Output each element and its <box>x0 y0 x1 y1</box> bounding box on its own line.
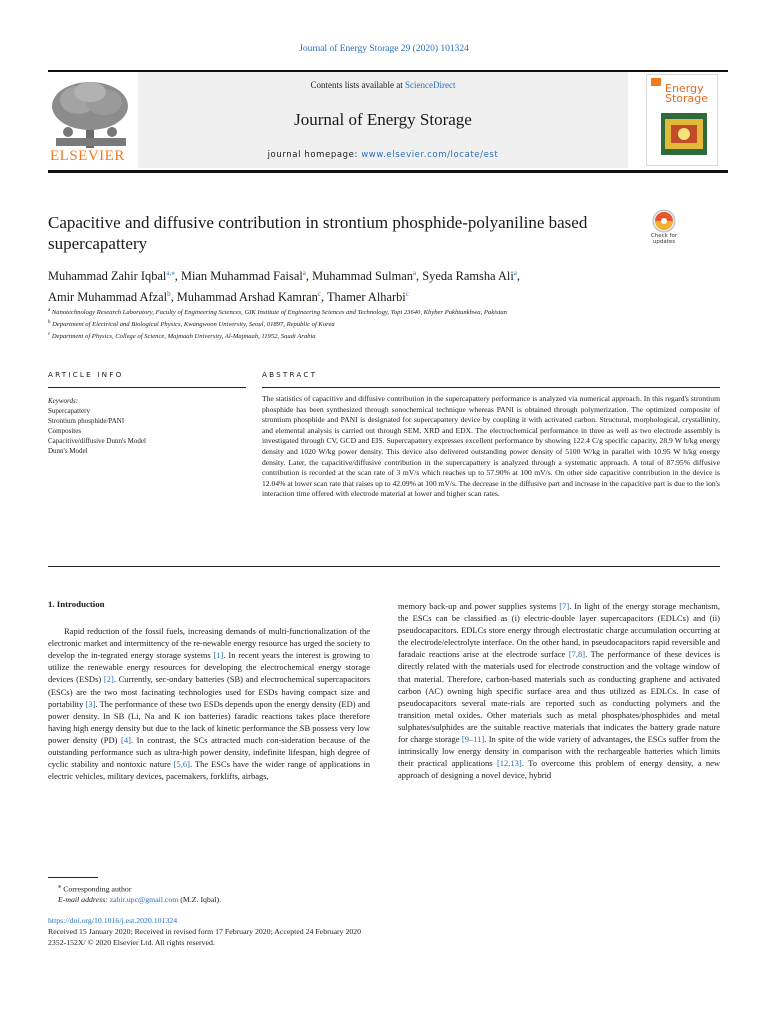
check-for-updates-label[interactable]: Check for updates <box>650 233 678 245</box>
author-affiliation-marker[interactable]: b <box>167 290 171 299</box>
body-column-left <box>48 598 370 782</box>
affiliation-item <box>48 318 728 330</box>
affiliation-marker: b <box>48 320 51 326</box>
journal-cover-thumbnail[interactable] <box>646 74 718 166</box>
journal-masthead <box>48 70 728 170</box>
elsevier-wordmark: ELSEVIER <box>50 148 125 164</box>
homepage-prefix: journal homepage: <box>267 150 362 160</box>
affiliation-item <box>48 330 728 342</box>
keywords-list <box>48 406 248 456</box>
author-name[interactable]: Muhammad Sulman <box>312 269 413 284</box>
footnote-rule <box>48 877 98 878</box>
author-name[interactable]: Amir Muhammad Afzal <box>48 290 168 305</box>
doi-link[interactable]: https://doi.org/10.1016/j.est.2020.101324 <box>48 916 178 925</box>
contents-prefix: Contents lists available at <box>310 80 405 90</box>
citation-link[interactable]: [1] <box>213 650 224 661</box>
journal-citation[interactable]: Journal of Energy Storage 29 (2020) 101324 <box>299 44 469 54</box>
body-text-run: . Currently, sec-ondary batteries (SB) and electrochemical supercapacitors (ESCs) are the two most facinating technologies used for ESDs having compact size and portability <box>48 674 370 709</box>
cover-artwork-icon <box>661 113 707 155</box>
keyword-item: Dunn's Model <box>48 447 88 455</box>
body-text-run: . In recent years the interest is growing to utilize the renewable energy resources for developing the electrochemical energy storage devices (ESDs) <box>48 650 371 685</box>
footnotes <box>48 882 448 906</box>
body-text-run: . In spite of the wide variety of advantages, the ESCs suffer from the intrinsically low energy density in comparison with the rechargeable batteries which limits their practical applications <box>398 734 721 769</box>
corresponding-author-note <box>48 882 448 895</box>
body-text-run: Rapid reduction of the fossil fuels, increasing demands of multi-functionalization of the electronic market and intermittency of the re-newable energy resource has urged the society to develop the in-tegrated energy storage systems <box>48 626 370 661</box>
homepage-link[interactable]: www.elsevier.com/locate/est <box>361 150 499 160</box>
body-text-run: . The ESCs have the wider range of applications in electric vehicles, military devices, pacemakers, forklifts, airbags, <box>48 759 370 782</box>
affiliation-marker: c <box>48 332 51 338</box>
citation-link[interactable]: [4] <box>121 734 131 745</box>
citation-link[interactable]: [5,6] <box>173 759 190 770</box>
email-note <box>48 895 448 906</box>
body-text-run: memory back-up and power supplies systems <box>398 601 560 611</box>
corresponding-label: Corresponding author <box>63 884 132 894</box>
author-name[interactable]: Muhammad Arshad Kamran <box>176 290 318 305</box>
citation-link[interactable]: [2] <box>103 674 114 685</box>
citation-link[interactable]: [7,8] <box>568 649 586 660</box>
abstract-rule <box>262 387 720 388</box>
keyword-item: Strontium phosphide/PANI <box>48 417 125 425</box>
keyword-item: Supercapattery <box>48 407 90 415</box>
author-name[interactable]: Muhammad Zahir Iqbal <box>48 269 167 284</box>
body-text-run: . The performance of these two ESDs depends upon the energy density (ED) and power density. In SB (Li, Na and K ion batteries) faradic reactions takes place therefore having high energy density but due to the lack of kinetic performance the SB possess very low power density (PD) <box>48 698 370 745</box>
article-metadata <box>48 915 548 948</box>
journal-name: Journal of Energy Storage <box>294 110 472 129</box>
corresponding-marker: ⁎ <box>58 883 62 890</box>
citation-link[interactable]: [9–11] <box>461 734 485 745</box>
affiliation-text: Nanotechnology Research Laboratory, Faculty of Engineering Sciences, GIK Institute of Engineering Sciences and Technology, Topi 23640, Khyber Pakhtunkhwa, Pakistan <box>50 309 507 317</box>
check-for-updates-icon[interactable] <box>646 208 682 254</box>
author-affiliation-marker[interactable]: c <box>405 290 409 299</box>
author-name[interactable]: Mian Muhammad Faisal <box>180 269 303 284</box>
affiliation-list <box>48 306 728 343</box>
body-text-run: . To overcome this problem of energy density, a new approach of designing a novel device, hybrid <box>398 758 720 781</box>
author-email-link[interactable]: zahir.upc@gmail.com <box>109 895 179 905</box>
journal-homepage <box>138 150 628 160</box>
abstract-bottom-rule <box>48 566 720 567</box>
affiliation-marker: a <box>48 308 51 313</box>
author-affiliation-marker[interactable]: a <box>412 269 417 277</box>
email-suffix: (M.Z. Iqbal). <box>178 895 222 905</box>
citation-link[interactable]: [3] <box>85 698 96 709</box>
introduction-paragraph-1 <box>48 625 370 782</box>
citation-link[interactable]: [7] <box>559 601 570 611</box>
affiliation-item <box>48 306 728 318</box>
affiliation-text: Department of Electrical and Biological Physics, Kwangwoon University, Seoul, 01897, Republic of Korea <box>50 321 335 329</box>
keyword-item: Capacitive/diffusive Dunn's Model <box>48 437 146 445</box>
body-column-right <box>398 600 720 781</box>
citation-link[interactable]: [12,13] <box>496 758 522 769</box>
contents-availability <box>138 80 628 90</box>
sciencedirect-link[interactable]: ScienceDirect <box>405 80 456 90</box>
abstract-text: The statistics of capacitive and diffusive contribution in the supercapattery performance is analyzed via numerical approach. In this regard's strontium phosphide has been synthesized through sonochemical technique whereas PANI is obtained through polymerization. The optimized composite of strontium phosphide and PANI is designated for supercapattery device by coupling it with activated carbon. Structural, morphological, crystallinity, and elemental analysis is carried out through SEM, XRD and EDX. The electrochemical performance in three as well as two electrode assembly is investigated through CV, GCD and EIS. Supercapattery expresses excellent performance by showing 122.4 C/g specific capacity, 28.9 W h/kg energy density and 1020 W/kg power density. This device also delivered outstanding power density of 5100 W/kg in parallel with 10.95 W h/kg energy density. Later, the capacitive/diffusive contribution in the supercapattery is analyzed through a systematic approach. A total of 87.95% diffusive contribution is recorded at the scan rate of 3 mV/s which reaches up to 57.90% at 100 mV/s. On other side capacitive contribution in the device is 12.04% at lower scan rate that raises up to 42.09% at 100 mV/s. The decrease in the diffusive part and increase in the capacitive part is due to the ion's interaction time offered with electrode material at lower and higher scan rates. <box>262 394 720 499</box>
author-affiliation-marker[interactable]: c <box>317 290 321 299</box>
abstract-heading: ABSTRACT <box>262 370 318 379</box>
masthead-bottom-rule <box>48 170 728 173</box>
cover-title: Energy Storage <box>665 82 709 105</box>
received-dates: Received 15 January 2020; Received in revised form 17 February 2020; Accepted 24 February 2020 <box>48 927 362 936</box>
body-text-run: . In contrast, the SCs attracted much con-sideration because of the outstanding performance such as ultra-high power density, indefinite lifespan, high degree of cyclic stability and nontoxic nature <box>48 734 371 770</box>
keywords-label: Keywords: <box>48 397 79 405</box>
author-name[interactable]: Thamer Alharbi <box>326 290 406 305</box>
cover-publisher-mark <box>651 78 661 86</box>
body-text-run: . In light of the energy storage mechanism, the ESCs can be classified as (i) electric-double layer supercapacitors (EDLCs) and (ii) pseudocapacitors. EDLCs store energy through electrostatic charge accumulation occurring at the electrode/electrolyte interface. On the other hand, in pseudocapacitors rapid reversible and faradaic reactions arise at the electrode surface <box>398 601 721 660</box>
article-info-heading: ARTICLE INFO <box>48 370 124 379</box>
author-affiliation-marker[interactable]: a <box>302 269 306 277</box>
author-name[interactable]: Syeda Ramsha Ali <box>422 269 514 284</box>
keywords-block <box>48 396 248 456</box>
author-list: Muhammad Zahir Iqbal$^{a,⁎}$, Mian Muhammad Faisal$^a$, Muhammad Sulman$^a$, Syeda Ramsha Ali$^a$, Amir Muhammad Afzal$^b$, Muhammad Arshad Kamran$^c$, Thamer Alharbi$^c$ <box>48 269 520 305</box>
author-affiliation-marker[interactable]: a <box>513 269 517 277</box>
body-text-run: . The performance of these devices is directly related with the materials used for electrode construction and the voltage window of that material. Therefore, carbon-based materials such as conducting graphene and activated carbon (AC) owning high specific surface area and thus utilized as EDLCs. In case of pseudocapacitors several mate-rials are reported such as conducting polymers and the transition metal oxides. Other materials such as metal phosphates/phosphides and metal sulphates/sulphides are the suitable reactive materials that indicates the battery grade nature for charge storage <box>398 649 720 745</box>
article-info-rule <box>48 387 246 388</box>
affiliation-text: Department of Physics, College of Science, Majmaah University, Al-Majmaah, 11952, Saudi Arabia <box>50 333 316 341</box>
keyword-item: Composites <box>48 427 82 435</box>
section-heading-introduction: 1. Introduction <box>48 599 105 609</box>
author-affiliation-marker[interactable]: a,⁎ <box>166 269 175 277</box>
introduction-paragraph-2 <box>398 600 720 781</box>
article-title: Capacitive and diffusive contribution in strontium phosphide-polyaniline based supercapattery <box>48 213 588 253</box>
email-label: E-mail address: <box>58 895 110 905</box>
copyright-line: 2352-152X/ © 2020 Elsevier Ltd. All rights reserved. <box>48 938 215 947</box>
